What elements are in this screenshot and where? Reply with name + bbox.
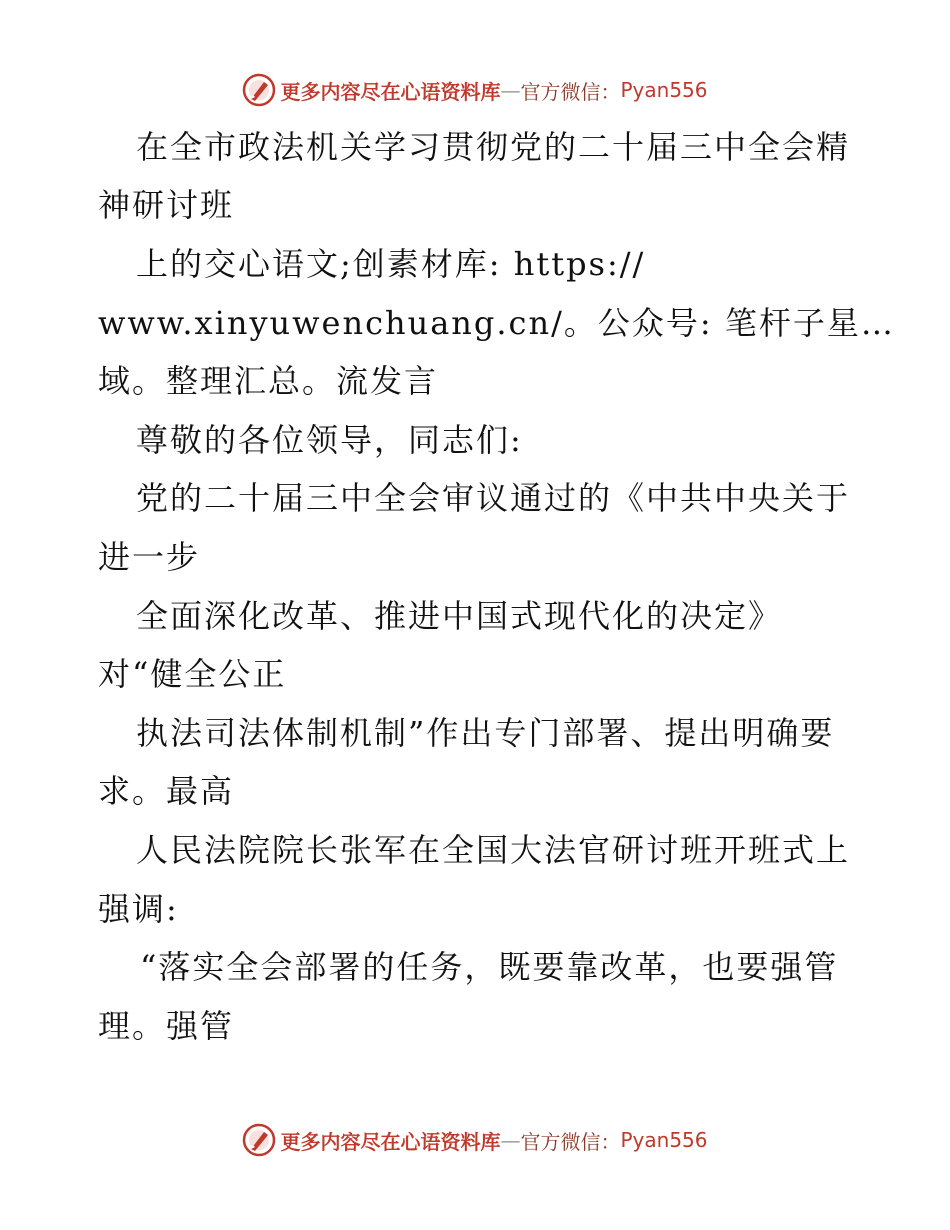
body-line: 党的二十届三中全会审议通过的《中共中央关于 [136,479,851,517]
body-line: 对“健全公正 [98,655,287,693]
banner-site-text: 更多内容尽在心语资料库 [280,1129,501,1154]
body-line: 上的交心语文;创素材库: https:// [136,245,646,283]
banner-contact-label: 官方微信： [520,79,621,104]
body-line: 尊敬的各位领导，同志们: [136,421,523,459]
quill-pen-circle-icon [242,73,276,107]
banner-contact-handle: Pyan556 [620,78,708,102]
quill-pen-circle-icon [242,1123,276,1157]
body-line: 在全市政法机关学习贯彻党的二十届三中全会精 [136,128,851,166]
header-banner [0,70,950,110]
body-line: “落实全会部署的任务，既要靠改革，也要强管 [140,948,839,986]
banner-contact-label: 官方微信： [520,1129,621,1154]
banner-separator: — [500,78,521,102]
body-line: 理。强管 [98,1007,235,1045]
body-line: 强调: [98,890,179,928]
body-line: 进一步 [98,538,201,576]
banner-site-text: 更多内容尽在心语资料库 [280,79,501,104]
body-line: 域。整理汇总。流发言 [98,362,439,400]
body-line: 人民法院院长张军在全国大法官研讨班开班式上 [136,831,851,869]
banner-contact-handle: Pyan556 [620,1128,708,1152]
body-line: 求。最高 [98,772,235,810]
banner-separator: — [500,1128,521,1152]
body-line: 执法司法体制机制”作出专门部署、提出明确要 [136,714,835,752]
body-line: 全面深化改革、推进中国式现代化的决定》 [136,597,783,635]
footer-banner [0,1120,950,1160]
body-line: www.xinyuwenchuang.cn/。公众号: 笔杆子星… [98,304,895,342]
body-line: 神研讨班 [98,186,235,224]
